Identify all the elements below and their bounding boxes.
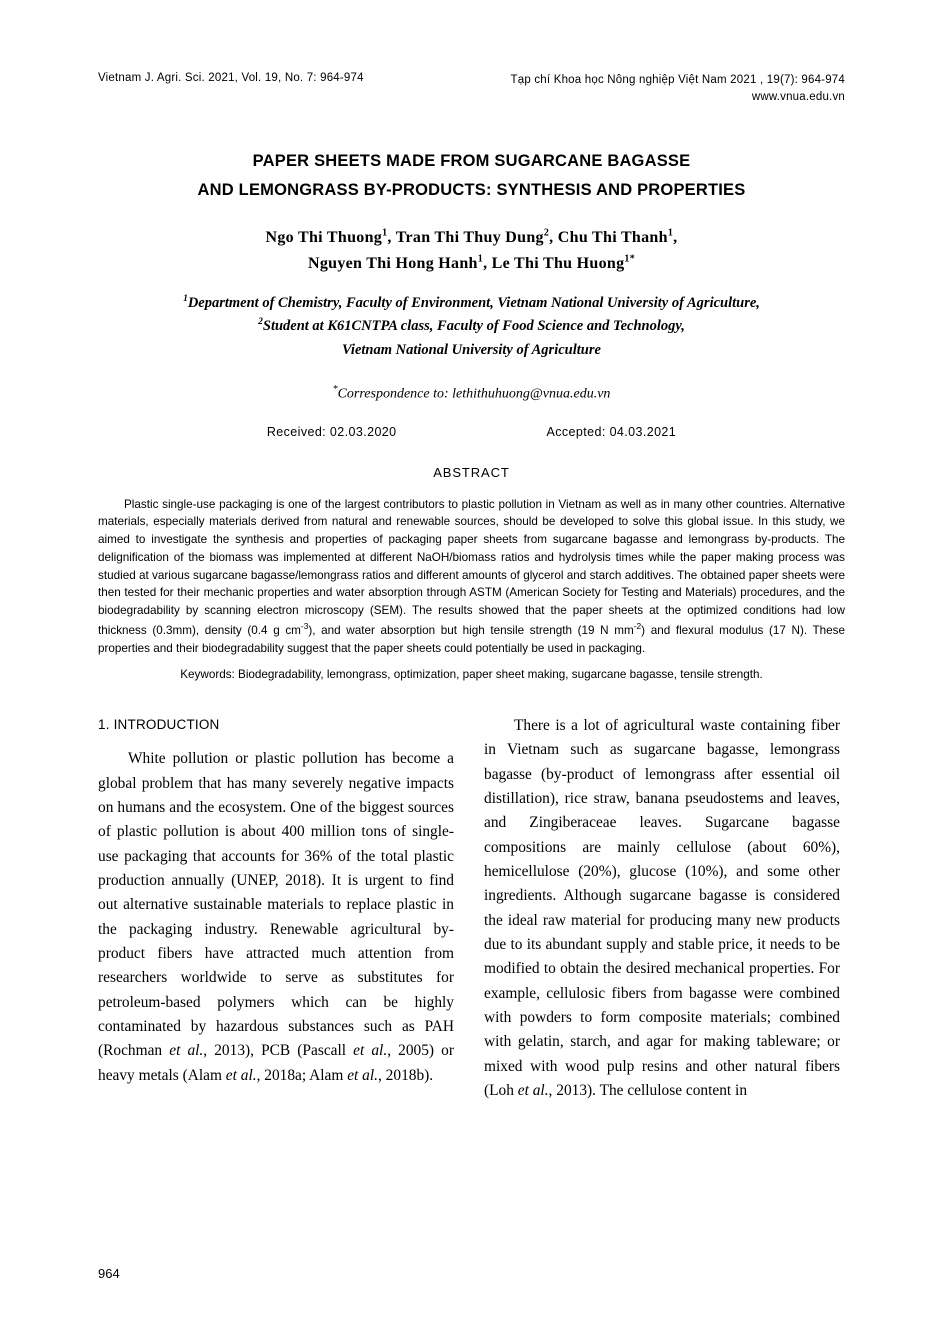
intro-text-a: White pollution or plastic pollution has become a global problem that has many severely negative impacts on humans and the ecosystem. One of the biggest sources of plastic pollution is about 400 million tons of single-use packaging that accounts for 36% of the total plastic production annually (UNEP, 2018). It is urgent to find out alternative sustainable materials to replace plastic in the packaging industry. Renewable agricultural by-product fibers have attracted much attention from researchers worldwide to serve as substitutes for petroleum-based polymers which can be highly contaminated by hazardous substances such as PAH (Rochman [98,750,454,1060]
author-line-1: Ngo Thi Thuong$^1$, Tran Thi Thuy Dung$^2$, Chu Thi Thanh$^1$, [265,227,678,247]
article-dates [98,425,845,439]
abstract-part-2: ), and water absorption but high tensile strength (19 N mm [308,623,634,637]
title-line-2: AND LEMONGRASS BY-PRODUCTS: SYNTHESIS AND PROPERTIES [197,181,746,200]
affiliation-3: Vietnam National University of Agriculture [342,341,601,358]
correspondence-line [98,384,845,403]
intro2-text-a: There is a lot of agricultural waste containing fiber in Vietnam such as sugarcane bagasse, lemongrass bagasse (by-product of lemongrass after essential oil distillation), rice straw, banana pseudostems and leaves, and Zingiberaceae leaves. Sugarcane bagasse compositions are mainly cellulose (about 60%), hemicellulose (20%), glucose (10%), and some other ingredients. Although sugarcane bagasse is considered the ideal raw material for producing many new products due to its abundant supply and stable price, it needs to be modified to obtain the desired mechanical properties. For example, cellulosic fibers from bagasse were combined with powders to form composite materials; combined with gelatin, starch, and agar for making tableware; or mixed with wood pulp resins and other natural fibers (Loh [484,716,840,1099]
intro2-text-b: , 2013). The cellulose content in [548,1081,748,1099]
author-list [98,225,845,276]
paragraph-intro-1 [98,747,454,1088]
affiliation-1: $^1$Department of Chemistry, Faculty of Environment, Vietnam National University of Agriculture, [183,294,760,312]
intro-text-d: , 2018a; Alam [256,1066,348,1084]
intro-text-b: , 2013), PCB (Pascall [203,1042,354,1060]
keywords-line: Keywords: Biodegradability, lemongrass, optimization, paper sheet making, sugarcane bagasse, tensile strength. [180,668,763,682]
abstract-text [98,496,845,658]
page-title [98,147,845,205]
title-line-1: PAPER SHEETS MADE FROM SUGARCANE BAGASSE [252,152,691,171]
intro-text-c: , 2005) or heavy metals (Alam [98,1042,454,1084]
running-head-right [511,72,845,105]
correspondence-text: Correspondence to: lethithuhuong@vnua.edu.vn [337,386,611,402]
received-date: Received: 02.03.2020 [266,424,397,439]
correspondence-marker: * [332,383,338,395]
page-number: 964 [98,1266,120,1281]
abstract-heading: ABSTRACT [433,464,510,480]
affiliation-2: $^2$Student at K61CNTPA class, Faculty of Food Science and Technology, [258,317,685,335]
section-heading-introduction: 1. INTRODUCTION [98,716,220,732]
intro-italic-2: et al. [353,1042,388,1060]
column-right [484,714,840,1103]
accepted-date: Accepted: 04.03.2021 [546,424,677,439]
abstract-sup-2: -2 [633,620,642,631]
intro-text-e: , 2018b). [377,1066,434,1084]
intro-italic-1: et al. [169,1042,204,1060]
abstract-sup-1: -3 [300,620,309,631]
body-columns [98,714,845,1103]
intro-italic-3: et al. [225,1066,257,1084]
column-left [98,714,454,1103]
paragraph-intro-2 [484,714,840,1103]
abstract-part-1: Plastic single-use packaging is one of the largest contributors to plastic pollution in Vietnam as well as in many other countries. Alternative materials, especially materials derived from natural and renewable sources, should be developed to solve this global issue. In this study, we aimed to investigate the synthesis and properties of packaging paper sheets from sugarcane bagasse and lemongrass by-products. The delignification of the biomass was implemented at different NaOH/biomass ratios and hydrolysis times while the paper making process was studied at various sugarcane bagasse/lemongrass ratios and different amounts of glycerol and starch additives. The obtained paper sheets were then tested for their mechanic properties and water absorption through ASTM (American Society for Testing and Materials) procedures, and the biodegradability by scanning electron microscopy (SEM). The results showed that the paper sheets at the optimized conditions had low thickness (0.3mm), density (0.4 g cm [98,497,845,637]
author-line-2: Nguyen Thi Hong Hanh$^1$, Le Thi Thu Huong$^{1*}$ [307,253,635,272]
intro-italic-4: et al. [347,1066,378,1084]
affiliation-list [98,292,845,362]
abstract-part-3: ) and flexural modulus (17 N). These properties and their biodegradability suggest that the paper sheets could potentially be used in packaging. [98,623,845,655]
running-head-left: Vietnam J. Agri. Sci. 2021, Vol. 19, No. 7: 964-974 [98,72,364,84]
running-head [98,72,845,105]
journal-website: www.vnua.edu.vn [751,90,845,103]
intro2-italic-1: et al. [517,1081,549,1099]
journal-title-vn: Tạp chí Khoa học Nông nghiệp Việt Nam 2021 , 19(7): 964-974 [510,74,845,86]
